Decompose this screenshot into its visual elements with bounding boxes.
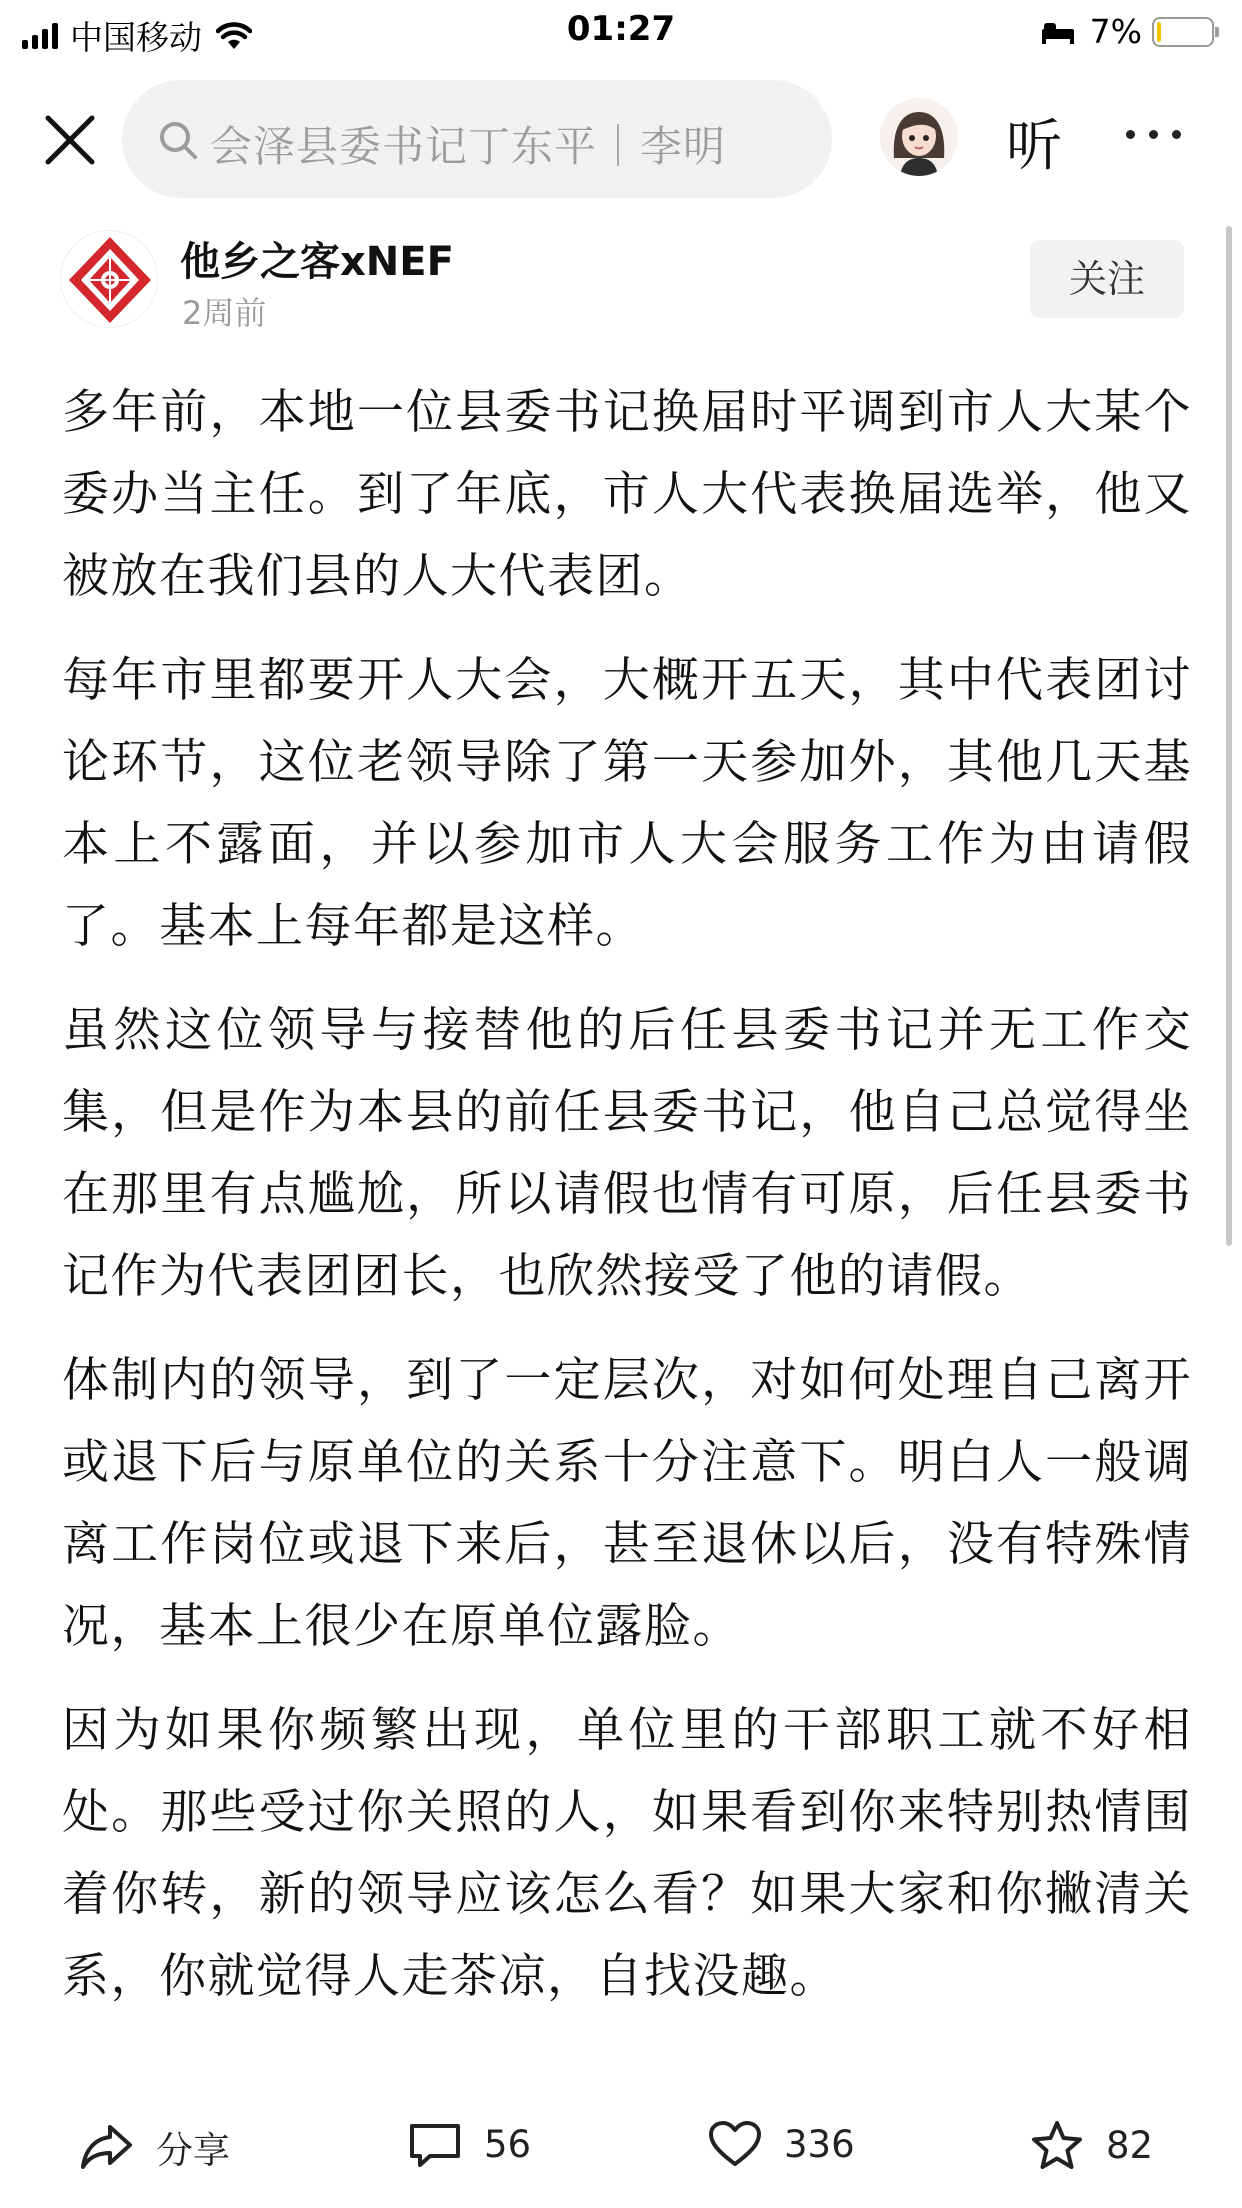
follow-button[interactable]: 关注: [1030, 240, 1184, 318]
favorite-count: 82: [1106, 2123, 1154, 2167]
sleep-mode-icon: [1040, 19, 1076, 45]
top-nav: [0, 76, 1242, 200]
search-input[interactable]: [122, 80, 832, 198]
battery-icon: [1152, 17, 1214, 47]
close-icon: [40, 110, 100, 170]
battery-fill: [1157, 22, 1161, 42]
close-button[interactable]: [40, 110, 100, 170]
star-icon: [1030, 2120, 1084, 2170]
scrollbar[interactable]: [1226, 226, 1232, 1246]
share-icon: [80, 2123, 134, 2171]
article-paragraph: 体制内的领导，到了一定层次，对如何处理自己离开或退下后与原单位的关系十分注意下。明白人一般调离工作岗位或退下来后，甚至退休以后，没有特殊情况，基本上很少在原单位露脸。: [62, 1353, 1192, 1654]
author-row: [0, 220, 1242, 340]
more-icon[interactable]: [1126, 130, 1181, 139]
heart-icon: [708, 2120, 762, 2168]
author-name[interactable]: 他乡之客xNEF: [180, 239, 454, 285]
carrier-name: 中国移动: [70, 18, 202, 57]
search-icon: [158, 120, 198, 160]
article-paragraph: 因为如果你频繁出现，单位里的干部职工就不好相处。那些受过你关照的人，如果看到你来特别热情围着你转，新的领导应该怎么看？如果大家和你撇清关系，你就觉得人走茶凉，自找没趣。: [62, 1703, 1192, 2004]
share-button[interactable]: [80, 2120, 230, 2174]
comment-count: 56: [484, 2122, 532, 2166]
comment-button[interactable]: [408, 2120, 531, 2168]
user-avatar[interactable]: [880, 98, 958, 176]
author-avatar[interactable]: [60, 230, 158, 328]
post-time: 2周前: [182, 294, 267, 332]
article-paragraph: 每年市里都要开人大会，大概开五天，其中代表团讨论环节，这位老领导除了第一天参加外，其他几天基本上不露面，并以参加市人大会服务工作为由请假了。基本上每年都是这样。: [62, 653, 1192, 954]
article-paragraph: 虽然这位领导与接替他的后任县委书记并无工作交集，但是作为本县的前任县委书记，他自己总觉得坐在那里有点尴尬，所以请假也情有可原，后任县委书记作为代表团团长，也欣然接受了他的请假。: [62, 1003, 1192, 1304]
favorite-button[interactable]: [1030, 2120, 1153, 2170]
listen-button[interactable]: 听: [1006, 114, 1062, 179]
like-button[interactable]: [708, 2120, 855, 2168]
article-body: [62, 372, 1192, 2040]
article-paragraph: 多年前，本地一位县委书记换届时平调到市人大某个委办当主任。到了年底，市人大代表换届选举，他又被放在我们县的人大代表团。: [62, 385, 1192, 604]
status-time: 01:27: [566, 9, 676, 49]
search-placeholder: 会泽县委书记丁东平｜李明: [210, 122, 727, 171]
paper-cut-emblem-icon: [61, 231, 158, 328]
like-count: 336: [784, 2122, 855, 2166]
battery-percent: 7%: [1089, 12, 1142, 51]
bottom-action-bar: [0, 2100, 1242, 2200]
share-label: 分享: [156, 2129, 230, 2172]
status-right: [1040, 12, 1214, 51]
avatar-illustration-icon: [880, 98, 958, 176]
status-bar: [0, 0, 1242, 62]
comment-icon: [408, 2120, 462, 2168]
